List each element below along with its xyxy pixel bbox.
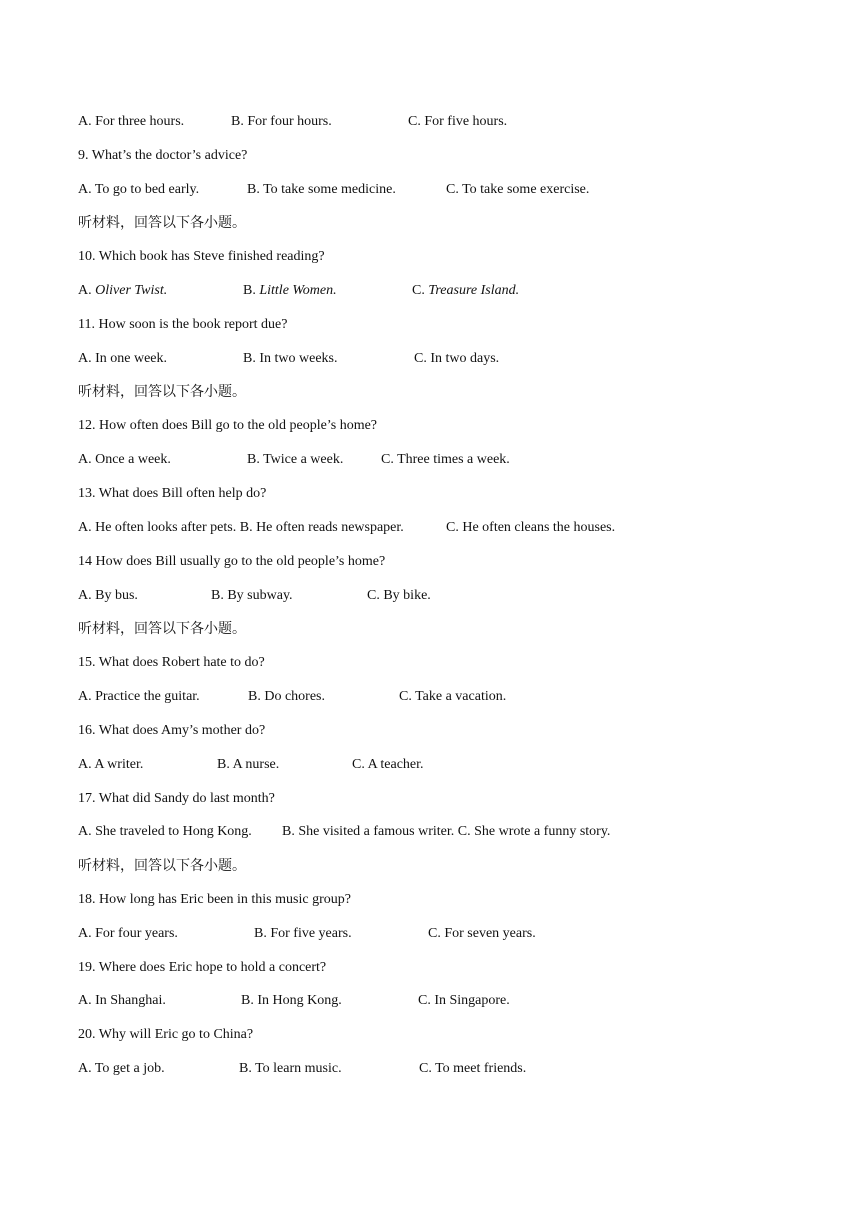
book-title: Treasure Island. xyxy=(428,283,520,298)
section-instruction: 听材料，回答以下各小题。 xyxy=(78,621,246,637)
option-a xyxy=(78,282,167,300)
book-title: Oliver Twist. xyxy=(95,283,168,298)
option-c: C. Three times a week. xyxy=(381,452,510,467)
question-17: 17. What did Sandy do last month? xyxy=(78,791,275,806)
option-b: B. A nurse. xyxy=(217,757,280,772)
option-letter: A. xyxy=(78,283,96,298)
option-letter: C. xyxy=(412,283,429,298)
option-b: B. Do chores. xyxy=(248,689,325,704)
option-c: C. Take a vacation. xyxy=(399,689,507,704)
question-19: 19. Where does Eric hope to hold a concert? xyxy=(78,960,327,975)
option-c xyxy=(412,282,519,300)
section-instruction: 听材料，回答以下各小题。 xyxy=(78,384,246,400)
option-a: A. For three hours. xyxy=(78,114,185,129)
question-20: 20. Why will Eric go to China? xyxy=(78,1027,254,1042)
option-c: C. A teacher. xyxy=(352,757,424,772)
question-12: 12. How often does Bill go to the old people’s home? xyxy=(78,418,378,433)
book-title: Little Women. xyxy=(259,283,337,298)
option-c: C. By bike. xyxy=(367,588,431,603)
question-9: 9. What’s the doctor’s advice? xyxy=(78,148,248,163)
option-a: A. For four years. xyxy=(78,926,178,941)
option-c: C. For five hours. xyxy=(408,114,508,129)
option-a: A. In Shanghai. xyxy=(78,993,166,1008)
option-a-b: A. He often looks after pets. B. He often reads newspaper. xyxy=(78,520,404,535)
option-c: C. He often cleans the houses. xyxy=(446,520,616,535)
option-a: A. Once a week. xyxy=(78,452,171,467)
question-14: 14 How does Bill usually go to the old people’s home? xyxy=(78,554,386,569)
question-11: 11. How soon is the book report due? xyxy=(78,317,288,332)
option-b: B. For four hours. xyxy=(231,114,332,129)
option-c: C. In two days. xyxy=(414,351,500,366)
option-letter: B. xyxy=(243,283,260,298)
option-b: B. To learn music. xyxy=(239,1061,342,1076)
option-b: B. By subway. xyxy=(211,588,293,603)
question-15: 15. What does Robert hate to do? xyxy=(78,655,265,670)
option-b: B. In Hong Kong. xyxy=(241,993,342,1008)
question-13: 13. What does Bill often help do? xyxy=(78,486,267,501)
option-a: A. In one week. xyxy=(78,351,168,366)
option-b: B. To take some medicine. xyxy=(247,182,396,197)
option-a: A. To get a job. xyxy=(78,1061,165,1076)
option-b: B. For five years. xyxy=(254,926,352,941)
option-a: A. By bus. xyxy=(78,588,138,603)
option-a: A. She traveled to Hong Kong. xyxy=(78,824,252,839)
question-10: 10. Which book has Steve finished reading? xyxy=(78,249,325,264)
option-b: B. Twice a week. xyxy=(247,452,344,467)
option-b: B. In two weeks. xyxy=(243,351,338,366)
option-c: C. To meet friends. xyxy=(419,1061,527,1076)
question-18: 18. How long has Eric been in this music group? xyxy=(78,892,351,907)
section-instruction: 听材料，回答以下各小题。 xyxy=(78,858,246,874)
option-c: C. For seven years. xyxy=(428,926,536,941)
option-c: C. In Singapore. xyxy=(418,993,510,1008)
section-instruction: 听材料，回答以下各小题。 xyxy=(78,215,246,231)
question-16: 16. What does Amy’s mother do? xyxy=(78,723,266,738)
option-b xyxy=(243,282,337,300)
option-c: C. To take some exercise. xyxy=(446,182,590,197)
option-b-c: B. She visited a famous writer. C. She wrote a funny story. xyxy=(282,824,611,839)
option-a: A. Practice the guitar. xyxy=(78,689,200,704)
option-a: A. To go to bed early. xyxy=(78,182,200,197)
option-a: A. A writer. xyxy=(78,757,144,772)
